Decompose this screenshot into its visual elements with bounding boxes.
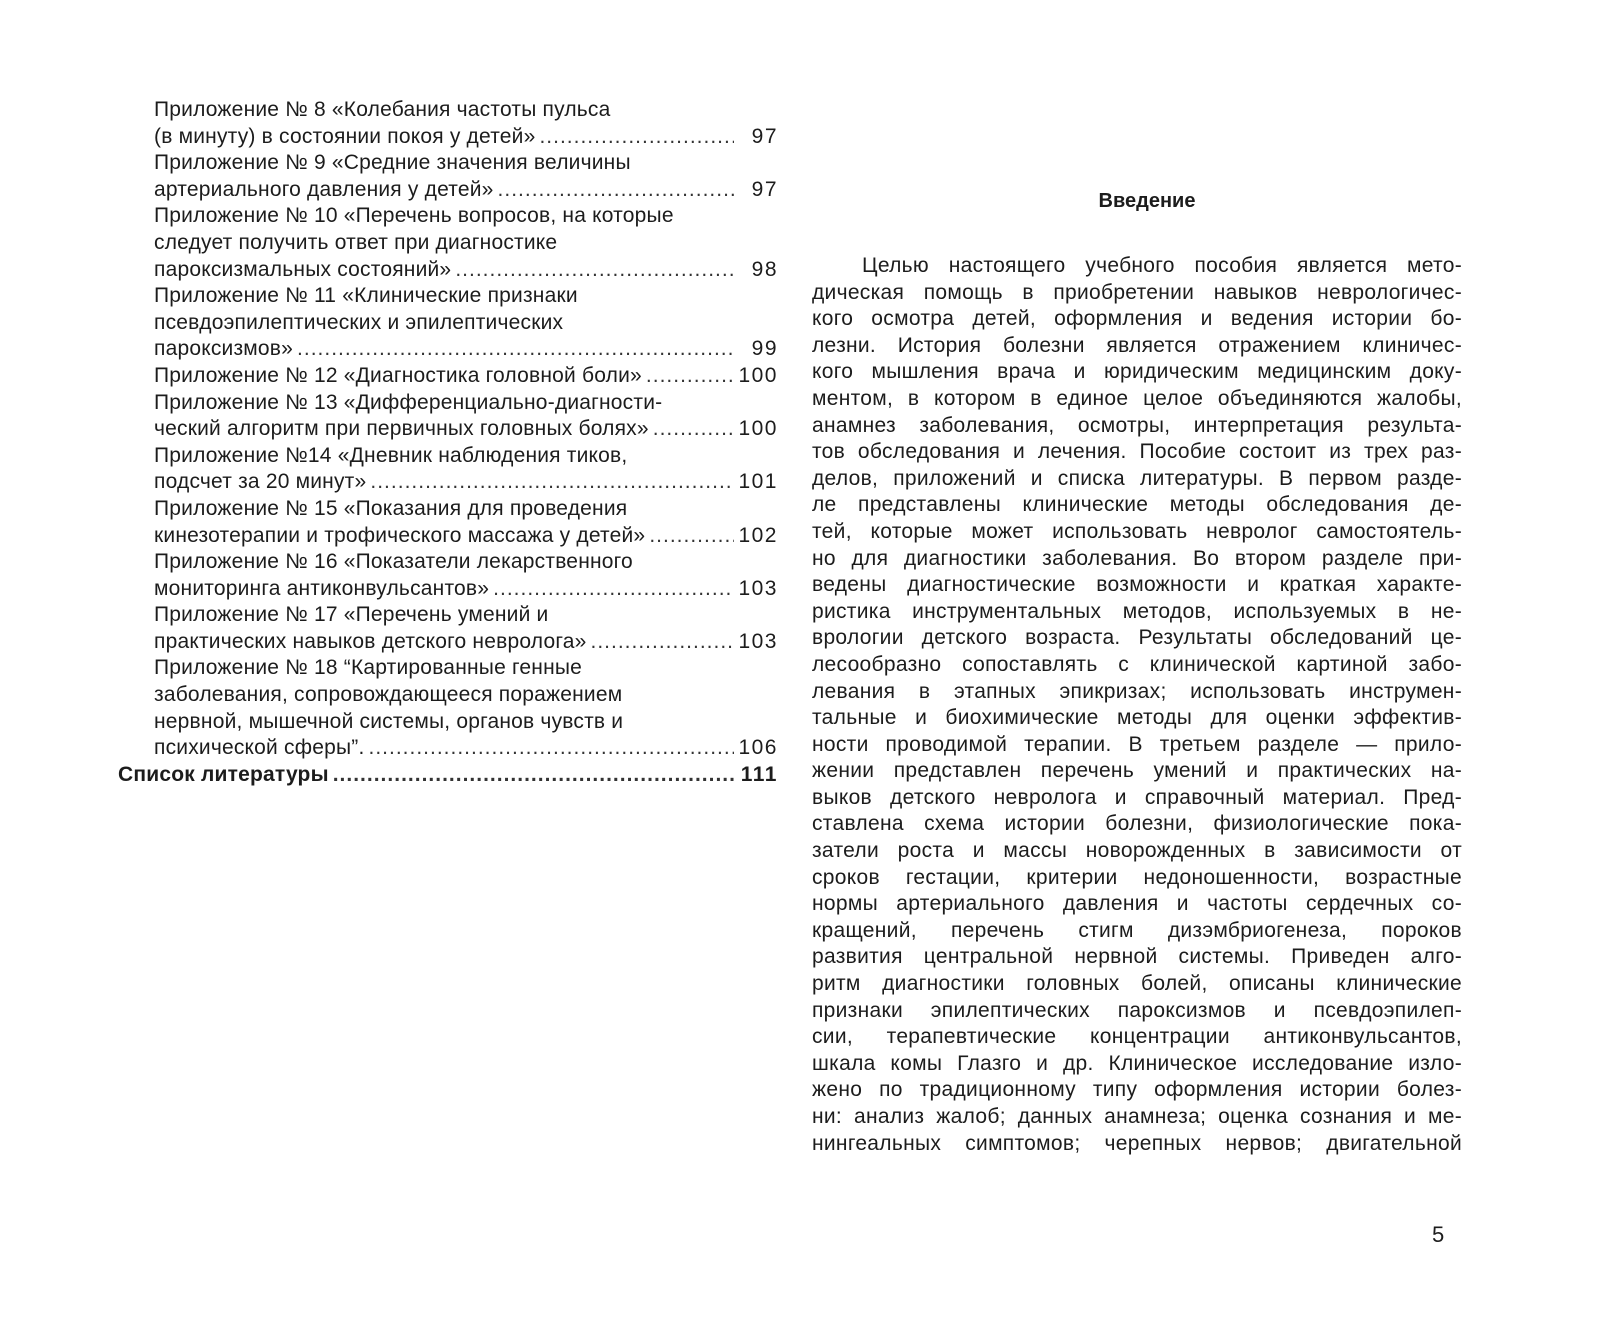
toc-entry-title: практических навыков детского невролога» xyxy=(154,629,587,653)
toc-entry-line: Приложение № 16 «Показатели лекарственного xyxy=(154,550,633,574)
toc-entry-final-line xyxy=(118,523,778,550)
toc-leader-dots xyxy=(297,336,734,363)
intro-line: нингеальных симптомов; черепных нервов; двигательной xyxy=(812,1131,1462,1155)
intro-line: ности проводимой терапии. В третьем разделе — прило- xyxy=(812,732,1462,756)
intro-line: затели роста и массы новорожденных в зависимости от xyxy=(812,839,1462,863)
toc-entry-title: пароксизмов» xyxy=(154,337,294,361)
intro-line: нормы артериального давления и частоты сердечных со- xyxy=(812,892,1462,916)
intro-paragraph xyxy=(812,253,1462,1157)
toc-entry xyxy=(118,602,778,655)
toc-entry-final-line xyxy=(118,177,778,204)
toc-leader-dots xyxy=(590,629,734,656)
toc-entry xyxy=(118,390,778,443)
intro-line: Целью настоящего учебного пособия является мето- xyxy=(862,254,1462,277)
toc-entry-line: Приложение № 17 «Перечень умений и xyxy=(154,603,549,627)
toc-entry xyxy=(118,283,778,363)
toc-entry-line: Приложение №14 «Дневник наблюдения тиков, xyxy=(154,443,628,467)
toc-entry-title: (в минуту) в состоянии покоя у детей» xyxy=(154,124,536,148)
page-number: 5 xyxy=(1432,1222,1445,1247)
toc-entry-final-line xyxy=(118,416,778,443)
toc-page-number: 111 xyxy=(740,762,778,786)
intro-line: но для диагностики заболевания. Во втором разделе при- xyxy=(812,546,1462,570)
intro-line: сроков гестации, критерии недоношенности, возрастные xyxy=(812,865,1462,889)
intro-line: развития центральной нервной системы. Приведен алго- xyxy=(812,945,1462,969)
intro-line: кого мышления врача и юридическим медицинским доку- xyxy=(812,360,1462,384)
intro-line: признаки эпилептических пароксизмов и псевдоэпилеп- xyxy=(812,998,1462,1022)
intro-line: ставлена схема истории болезни, физиологические пока- xyxy=(812,812,1462,836)
toc-entry-final-line xyxy=(118,629,778,656)
toc-leader-dots xyxy=(653,416,734,443)
intro-line: лесообразно сопоставлять с клинической картиной забо- xyxy=(812,652,1462,676)
toc-entry-final-line xyxy=(118,762,778,789)
intro-line: сии, терапевтические концентрации антиконвульсантов, xyxy=(812,1025,1462,1049)
intro-line: лезни. История болезни является отражением клиничес- xyxy=(812,333,1462,357)
toc-leader-dots xyxy=(646,363,734,390)
intro-line: кого осмотра детей, оформления и ведения истории бо- xyxy=(812,307,1462,331)
toc-entry-line: Приложение № 18 “Картированные генные xyxy=(154,656,583,680)
intro-line: анамнез заболевания, осмотры, интерпретация результа- xyxy=(812,413,1462,437)
toc-entry-final-line xyxy=(118,735,778,762)
toc-entry-line: Приложение № 15 «Показания для проведения xyxy=(154,496,628,520)
toc-leader-dots xyxy=(493,576,734,603)
intro-line: тей, которые может использовать невролог самостоятель- xyxy=(812,519,1462,543)
toc-leader-dots xyxy=(455,257,734,284)
intro-line: делов, приложений и списка литературы. В первом разде- xyxy=(812,466,1462,490)
intro-line: дическая помощь в приобретении навыков неврологичес- xyxy=(812,280,1462,304)
toc-entry-line: Приложение № 10 «Перечень вопросов, на которые xyxy=(154,204,674,228)
toc-entry xyxy=(118,203,778,283)
toc-page-number: 97 xyxy=(751,177,778,201)
intro-heading: Введение xyxy=(1098,190,1196,212)
introduction-section xyxy=(812,190,1462,1157)
intro-line: тальные и биохимические методы для оценки эффектив- xyxy=(812,706,1462,730)
toc-entry xyxy=(118,549,778,602)
toc-entry xyxy=(118,496,778,549)
toc-leader-dots xyxy=(498,177,734,204)
toc-page-number: 99 xyxy=(751,337,778,361)
toc-page-number: 97 xyxy=(751,124,778,148)
toc-page-number: 102 xyxy=(738,523,778,547)
intro-line: ментом, в котором в единое целое объединяются жалобы, xyxy=(812,386,1462,410)
toc-entry xyxy=(118,97,778,150)
toc-entry-line: следует получить ответ при диагностике xyxy=(154,230,558,254)
intro-line: ведены диагностические возможности и краткая характе- xyxy=(812,573,1462,597)
toc-entry-line: заболевания, сопровождающееся поражением xyxy=(154,683,623,707)
toc-entry-line: Приложение № 11 «Клинические признаки xyxy=(154,284,578,308)
intro-line: левания в этапных эпикризах; использовать инструмен- xyxy=(812,679,1462,703)
toc-leader-dots xyxy=(333,762,734,789)
toc-page-number: 103 xyxy=(738,576,778,600)
intro-line: шкала комы Глазго и др. Клиническое исследование изло- xyxy=(812,1051,1462,1075)
intro-line: выков детского невролога и справочный материал. Пред- xyxy=(812,785,1462,809)
toc-leader-dots xyxy=(368,735,734,762)
toc-page-number: 106 xyxy=(738,736,778,760)
toc-entry-final-line xyxy=(118,336,778,363)
toc-entry xyxy=(118,150,778,203)
intro-line: жено по традиционному типу оформления истории болез- xyxy=(812,1078,1462,1102)
toc-entry-final-line xyxy=(118,257,778,284)
toc-page-number: 101 xyxy=(738,470,778,494)
toc-entry-title: подсчет за 20 минут» xyxy=(154,470,367,494)
toc-entry-final-line xyxy=(118,576,778,603)
toc-page-number: 103 xyxy=(738,629,778,653)
toc-entry-title: артериального давления у детей» xyxy=(154,177,494,201)
intro-line: кращений, перечень стигм дизэмбриогенеза, пороков xyxy=(812,918,1462,942)
toc-entry-title: мониторинга антиконвульсантов» xyxy=(154,576,490,600)
intro-line: жении представлен перечень умений и практических на- xyxy=(812,759,1462,783)
intro-line: тов обследования и лечения. Пособие состоит из трех раз- xyxy=(812,440,1462,464)
intro-line: ристика инструментальных методов, используемых в не- xyxy=(812,599,1462,623)
toc-entry-title: пароксизмальных состояний» xyxy=(154,257,452,281)
toc-entry xyxy=(118,655,778,761)
intro-line: ни: анализ жалоб; данных анамнеза; оценка сознания и ме- xyxy=(812,1105,1462,1128)
toc-page-number: 100 xyxy=(738,417,778,441)
toc-entry-title: Приложение № 12 «Диагностика головной боли» xyxy=(154,363,642,387)
table-of-contents xyxy=(118,97,778,788)
toc-entry-line: нервной, мышечной системы, органов чувств и xyxy=(154,709,624,733)
toc-entry-references xyxy=(118,762,778,789)
toc-entry-line: Приложение № 8 «Колебания частоты пульса xyxy=(154,98,611,121)
toc-entry-line: Приложение № 13 «Дифференциально-диагности- xyxy=(154,390,663,414)
toc-entry-final-line xyxy=(118,469,778,496)
toc-page-number: 98 xyxy=(751,257,778,281)
intro-line: врологии детского возраста. Результаты обследований це- xyxy=(812,626,1462,650)
intro-line: ритм диагностики головных болей, описаны клинические xyxy=(812,972,1462,996)
toc-entry-title: ческий алгоритм при первичных головных болях» xyxy=(154,417,649,441)
toc-entry-final-line xyxy=(118,363,778,390)
toc-leader-dots xyxy=(649,523,734,550)
toc-entry-title: психической сферы”. xyxy=(154,736,365,760)
toc-entry xyxy=(118,363,778,390)
toc-leader-dots xyxy=(370,469,734,496)
toc-entry-title: Список литературы xyxy=(118,762,329,786)
toc-entry xyxy=(118,443,778,496)
intro-line: ле представлены клинические методы обследования де- xyxy=(812,493,1462,517)
toc-entry-title: кинезотерапии и трофического массажа у детей» xyxy=(154,523,646,547)
toc-leader-dots xyxy=(539,124,734,151)
toc-entry-line: псевдоэпилептических и эпилептических xyxy=(154,310,564,334)
toc-entry-line: Приложение № 9 «Средние значения величины xyxy=(154,151,631,175)
toc-page-number: 100 xyxy=(738,363,778,387)
toc-entry-final-line xyxy=(118,124,778,151)
